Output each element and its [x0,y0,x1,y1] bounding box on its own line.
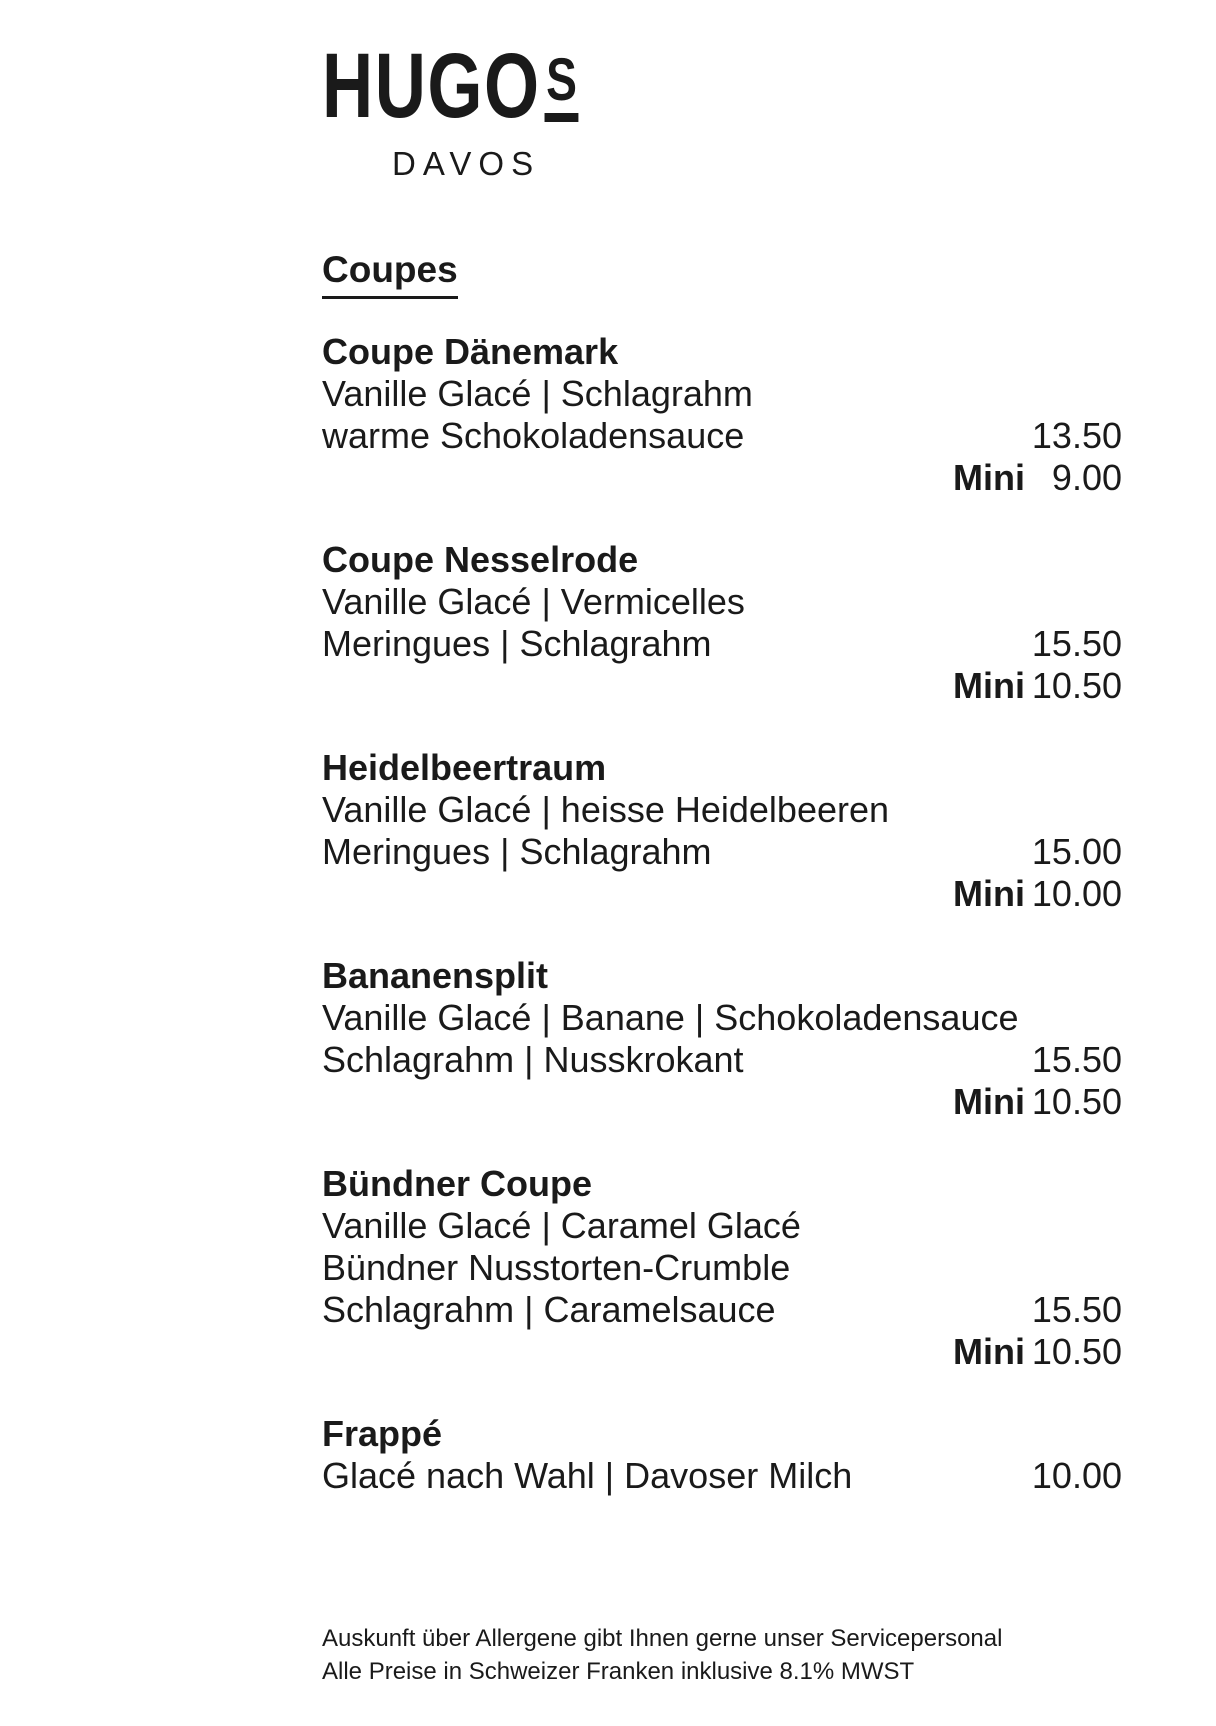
item-description-row [322,1039,1122,1081]
item-description-row [322,373,1122,415]
item-mini-row [322,665,1122,707]
item-description-row [322,1205,1122,1247]
item-price: 10.00 [1031,1455,1122,1496]
item-name: Frappé [322,1413,443,1454]
item-mini-price: 10.50 [1031,1081,1122,1122]
menu-item [322,955,1122,1123]
item-price: 15.50 [1031,1289,1122,1330]
item-price: 15.50 [1031,1039,1122,1080]
item-description-row [322,1455,1122,1497]
item-mini-price: 10.50 [1031,665,1122,706]
item-mini-price: 10.50 [1031,1331,1122,1372]
logo-hugo-text: HUGO [322,35,541,137]
mini-label: Mini [953,1081,1025,1122]
item-description-block [322,581,1122,707]
item-description-text: Glacé nach Wahl | Davoser Milch [322,1455,853,1496]
item-description-text: Vanille Glacé | Banane | Schokoladensauce [322,997,1019,1038]
item-description-text: Vanille Glacé | Schlagrahm [322,373,753,414]
item-mini-row [322,1331,1122,1373]
item-name: Bananensplit [322,955,549,996]
item-description-block [322,997,1122,1123]
menu-item [322,539,1122,707]
item-description-block [322,789,1122,915]
item-description-text: Schlagrahm | Nusskrokant [322,1039,744,1080]
item-description-block [322,373,1122,499]
item-description-block [322,1205,1122,1373]
menu-item [322,1413,1122,1497]
item-description-row [322,1247,1122,1289]
logo-davos-text: DAVOS [392,145,541,182]
item-mini-row [322,873,1122,915]
item-description-text: warme Schokoladensauce [322,415,745,456]
item-description-text: Meringues | Schlagrahm [322,831,712,872]
item-mini-price: 9.00 [1051,457,1122,498]
item-description-text: Bündner Nusstorten-Crumble [322,1247,791,1288]
item-description-block [322,1455,1122,1497]
item-name: Coupe Nesselrode [322,539,639,580]
item-description-row [322,581,1122,623]
item-description-row [322,789,1122,831]
mini-label: Mini [953,457,1025,498]
item-name: Bündner Coupe [322,1163,592,1204]
item-description-row [322,997,1122,1039]
item-description-text: Schlagrahm | Caramelsauce [322,1289,776,1330]
item-price: 15.50 [1031,623,1122,664]
menu-item [322,1163,1122,1373]
item-description-row [322,831,1122,873]
brand-logo [322,35,1122,182]
mini-label: Mini [953,1331,1025,1372]
item-description-text: Vanille Glacé | Vermicelles [322,581,745,622]
footer-price-note: Alle Preise in Schweizer Franken inklusive 8.1% MWST [322,1658,915,1685]
item-description-row [322,1289,1122,1331]
mini-label: Mini [953,665,1025,706]
item-mini-row [322,1081,1122,1123]
logo-s-underlined-text: S [545,50,579,122]
item-price: 15.00 [1031,831,1122,872]
menu-item [322,747,1122,915]
menu-item [322,331,1122,499]
item-name: Coupe Dänemark [322,331,619,372]
item-mini-row [322,457,1122,499]
menu-items-list [322,331,1122,1497]
section-heading-text: Coupes [322,248,458,299]
logo-wordmark [322,35,938,137]
item-price: 13.50 [1031,415,1122,456]
item-description-row [322,415,1122,457]
item-mini-price: 10.00 [1031,873,1122,914]
item-description-text: Vanille Glacé | heisse Heidelbeeren [322,789,890,830]
footer-allergen-note: Auskunft über Allergene gibt Ihnen gerne unser Servicepersonal [322,1625,1003,1652]
item-description-text: Vanille Glacé | Caramel Glacé [322,1205,801,1246]
item-description-row [322,623,1122,665]
item-description-text: Meringues | Schlagrahm [322,623,712,664]
footer-notes [322,1622,1122,1688]
section-heading [322,248,1122,299]
mini-label: Mini [953,873,1025,914]
menu-page [322,0,1122,1726]
item-name: Heidelbeertraum [322,747,607,788]
